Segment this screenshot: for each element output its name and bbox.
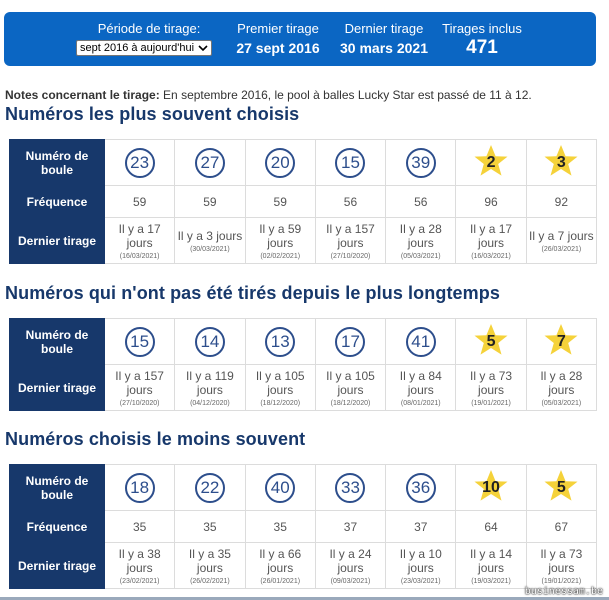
ball-number: 40 <box>265 473 295 503</box>
ball-number: 13 <box>265 327 295 357</box>
lucky-star-icon <box>473 323 509 357</box>
ball-number: 22 <box>195 473 225 503</box>
last-draw-cell <box>456 365 526 411</box>
longest-not-drawn-table <box>9 318 597 411</box>
least-frequent-table <box>9 464 597 589</box>
days-ago: Il y a 3 jours <box>177 228 243 243</box>
lucky-star-icon <box>543 144 579 178</box>
draw-date: (08/01/2021) <box>400 399 441 407</box>
last-draw-cell <box>105 218 175 264</box>
last-draw-cell <box>315 218 385 264</box>
days-ago: Il y a 7 jours <box>528 228 594 243</box>
draw-date: (19/03/2021) <box>471 577 511 585</box>
days-ago: Il y a 14 jours <box>470 546 513 575</box>
ball-number: 23 <box>125 148 155 178</box>
frequency-cell: 35 <box>105 511 175 543</box>
days-ago: Il y a 73 jours <box>470 368 513 397</box>
days-ago: Il y a 119 jours <box>186 368 234 397</box>
number-cell <box>175 140 245 186</box>
days-ago: Il y a 59 jours <box>259 221 302 250</box>
frequency-cell: 59 <box>105 186 175 218</box>
frequency-cell: 35 <box>245 511 315 543</box>
last-draw-cell <box>386 365 456 411</box>
days-ago: Il y a 157 jours <box>115 368 164 397</box>
days-ago: Il y a 105 jours <box>326 368 375 397</box>
draw-date: (16/03/2021) <box>119 252 160 260</box>
last-draw-cell <box>386 218 456 264</box>
ball-number: 15 <box>125 327 155 357</box>
ball-number: 39 <box>406 148 436 178</box>
last-draw-cell <box>315 365 385 411</box>
period-select-value: sept 2016 à aujourd'hui <box>80 42 195 54</box>
star-number: 2 <box>486 154 496 171</box>
last-draw-cell <box>245 218 315 264</box>
star-cell <box>526 319 596 365</box>
number-cell <box>386 465 456 511</box>
frequency-cell: 67 <box>526 511 596 543</box>
row-number <box>10 319 597 365</box>
row-last-draw <box>10 543 597 589</box>
star-cell <box>456 319 526 365</box>
frequency-cell: 56 <box>315 186 385 218</box>
days-ago: Il y a 17 jours <box>118 221 161 250</box>
ball-number: 27 <box>195 148 225 178</box>
most-frequent-table <box>9 139 597 264</box>
star-cell <box>456 465 526 511</box>
number-cell <box>105 319 175 365</box>
row-frequency <box>10 186 597 218</box>
site-watermark: businessam.be <box>524 586 603 597</box>
frequency-cell: 37 <box>315 511 385 543</box>
days-ago: Il y a 35 jours <box>188 546 231 575</box>
days-ago: Il y a 38 jours <box>118 546 161 575</box>
draw-date: (26/01/2021) <box>260 577 301 585</box>
number-cell <box>315 465 385 511</box>
row-header-number: Numéro de boule <box>10 140 105 186</box>
row-last-draw <box>10 365 597 411</box>
last-draw-cell <box>245 543 315 589</box>
lucky-star-icon <box>473 144 509 178</box>
number-cell <box>245 140 315 186</box>
last-draw-cell <box>456 543 526 589</box>
days-ago: Il y a 10 jours <box>399 546 442 575</box>
draw-date: (27/10/2020) <box>119 399 160 407</box>
last-draw-cell <box>175 365 245 411</box>
section-title-least-frequent: Numéros choisis le moins souvent <box>5 429 306 449</box>
chevron-down-icon <box>197 41 209 55</box>
draw-date: (04/12/2020) <box>190 399 230 407</box>
ball-number: 18 <box>125 473 155 503</box>
number-cell <box>315 140 385 186</box>
frequency-cell: 92 <box>526 186 596 218</box>
row-number <box>10 140 597 186</box>
number-cell <box>315 319 385 365</box>
ball-number: 41 <box>406 327 436 357</box>
draw-date: (05/03/2021) <box>400 252 441 260</box>
last-draw-value: 30 mars 2021 <box>340 40 428 56</box>
number-cell <box>245 465 315 511</box>
frequency-cell: 59 <box>175 186 245 218</box>
draw-date: (18/12/2020) <box>260 399 301 407</box>
last-draw-label: Dernier tirage <box>344 21 424 36</box>
days-ago: Il y a 28 jours <box>540 368 583 397</box>
number-cell <box>245 319 315 365</box>
last-draw-cell <box>526 543 596 589</box>
row-frequency <box>10 511 597 543</box>
days-ago: Il y a 105 jours <box>255 368 305 397</box>
days-ago: Il y a 28 jours <box>399 221 442 250</box>
draw-count-label: Tirages inclus <box>442 21 522 36</box>
draw-date: (19/01/2021) <box>541 577 582 585</box>
first-draw-block <box>228 21 328 57</box>
number-cell <box>175 465 245 511</box>
last-draw-cell <box>315 543 385 589</box>
row-number <box>10 465 597 511</box>
ball-number: 15 <box>335 148 365 178</box>
days-ago: Il y a 73 jours <box>540 546 583 575</box>
draw-count-value: 471 <box>466 37 498 58</box>
ball-number: 20 <box>265 148 295 178</box>
period-select[interactable] <box>76 40 212 56</box>
number-cell <box>105 140 175 186</box>
frequency-cell: 35 <box>175 511 245 543</box>
draw-date: (16/03/2021) <box>471 252 511 260</box>
star-cell <box>456 140 526 186</box>
frequency-cell: 96 <box>456 186 526 218</box>
draw-date: (23/02/2021) <box>119 577 160 585</box>
first-draw-value: 27 sept 2016 <box>236 40 320 56</box>
draw-count-block <box>438 21 526 58</box>
last-draw-cell <box>175 543 245 589</box>
lucky-star-icon <box>473 469 509 503</box>
days-ago: Il y a 17 jours <box>470 221 513 250</box>
row-header-number: Numéro de boule <box>10 319 105 365</box>
ball-number: 33 <box>335 473 365 503</box>
lucky-star-icon <box>543 469 579 503</box>
first-draw-label: Premier tirage <box>237 21 319 36</box>
number-cell <box>386 140 456 186</box>
row-header-frequency: Fréquence <box>10 186 105 218</box>
row-header-number: Numéro de boule <box>10 465 105 511</box>
days-ago: Il y a 157 jours <box>326 221 375 250</box>
draw-date: (02/02/2021) <box>260 252 301 260</box>
row-header-last-draw: Dernier tirage <box>10 218 105 264</box>
star-number: 3 <box>556 154 566 171</box>
row-header-last-draw: Dernier tirage <box>10 365 105 411</box>
draw-date: (18/12/2020) <box>330 399 371 407</box>
number-cell <box>386 319 456 365</box>
draw-date: (30/03/2021) <box>190 245 230 253</box>
last-draw-block <box>334 21 434 57</box>
period-block <box>76 21 222 56</box>
days-ago: Il y a 24 jours <box>329 546 372 575</box>
lucky-star-icon <box>543 323 579 357</box>
section-title-most-frequent: Numéros les plus souvent choisis <box>5 104 300 124</box>
number-cell <box>105 465 175 511</box>
frequency-cell: 59 <box>245 186 315 218</box>
frequency-cell: 37 <box>386 511 456 543</box>
ball-number: 36 <box>406 473 436 503</box>
last-draw-cell <box>175 218 245 264</box>
frequency-cell: 56 <box>386 186 456 218</box>
star-number: 10 <box>482 479 500 496</box>
last-draw-cell <box>526 365 596 411</box>
star-cell <box>526 140 596 186</box>
star-cell <box>526 465 596 511</box>
star-number: 7 <box>556 333 566 350</box>
draw-date: (09/03/2021) <box>330 577 371 585</box>
draw-note <box>5 88 532 102</box>
draw-date: (05/03/2021) <box>541 399 582 407</box>
last-draw-cell <box>105 543 175 589</box>
draw-date: (23/03/2021) <box>400 577 441 585</box>
draw-note-label: Notes concernant le tirage: <box>5 88 160 102</box>
days-ago: Il y a 84 jours <box>399 368 442 397</box>
ball-number: 17 <box>335 327 365 357</box>
draw-note-text: En septembre 2016, le pool à balles Lucky Star est passé de 11 à 12. <box>159 88 532 102</box>
row-last-draw <box>10 218 597 264</box>
number-cell <box>175 319 245 365</box>
star-number: 5 <box>486 333 496 350</box>
row-header-last-draw: Dernier tirage <box>10 543 105 589</box>
last-draw-cell <box>245 365 315 411</box>
last-draw-cell <box>526 218 596 264</box>
section-title-longest-not-drawn: Numéros qui n'ont pas été tirés depuis le plus longtemps <box>5 283 500 303</box>
last-draw-cell <box>456 218 526 264</box>
draw-date: (19/01/2021) <box>471 399 511 407</box>
frequency-cell: 64 <box>456 511 526 543</box>
period-label: Période de tirage: <box>97 21 201 36</box>
ball-number: 14 <box>195 327 225 357</box>
draw-date: (26/03/2021) <box>541 245 582 253</box>
last-draw-cell <box>386 543 456 589</box>
star-number: 5 <box>556 479 566 496</box>
last-draw-cell <box>105 365 175 411</box>
draw-date: (26/02/2021) <box>190 577 230 585</box>
row-header-frequency: Fréquence <box>10 511 105 543</box>
draw-summary-bar <box>4 12 596 66</box>
draw-date: (27/10/2020) <box>330 252 371 260</box>
days-ago: Il y a 66 jours <box>259 546 302 575</box>
